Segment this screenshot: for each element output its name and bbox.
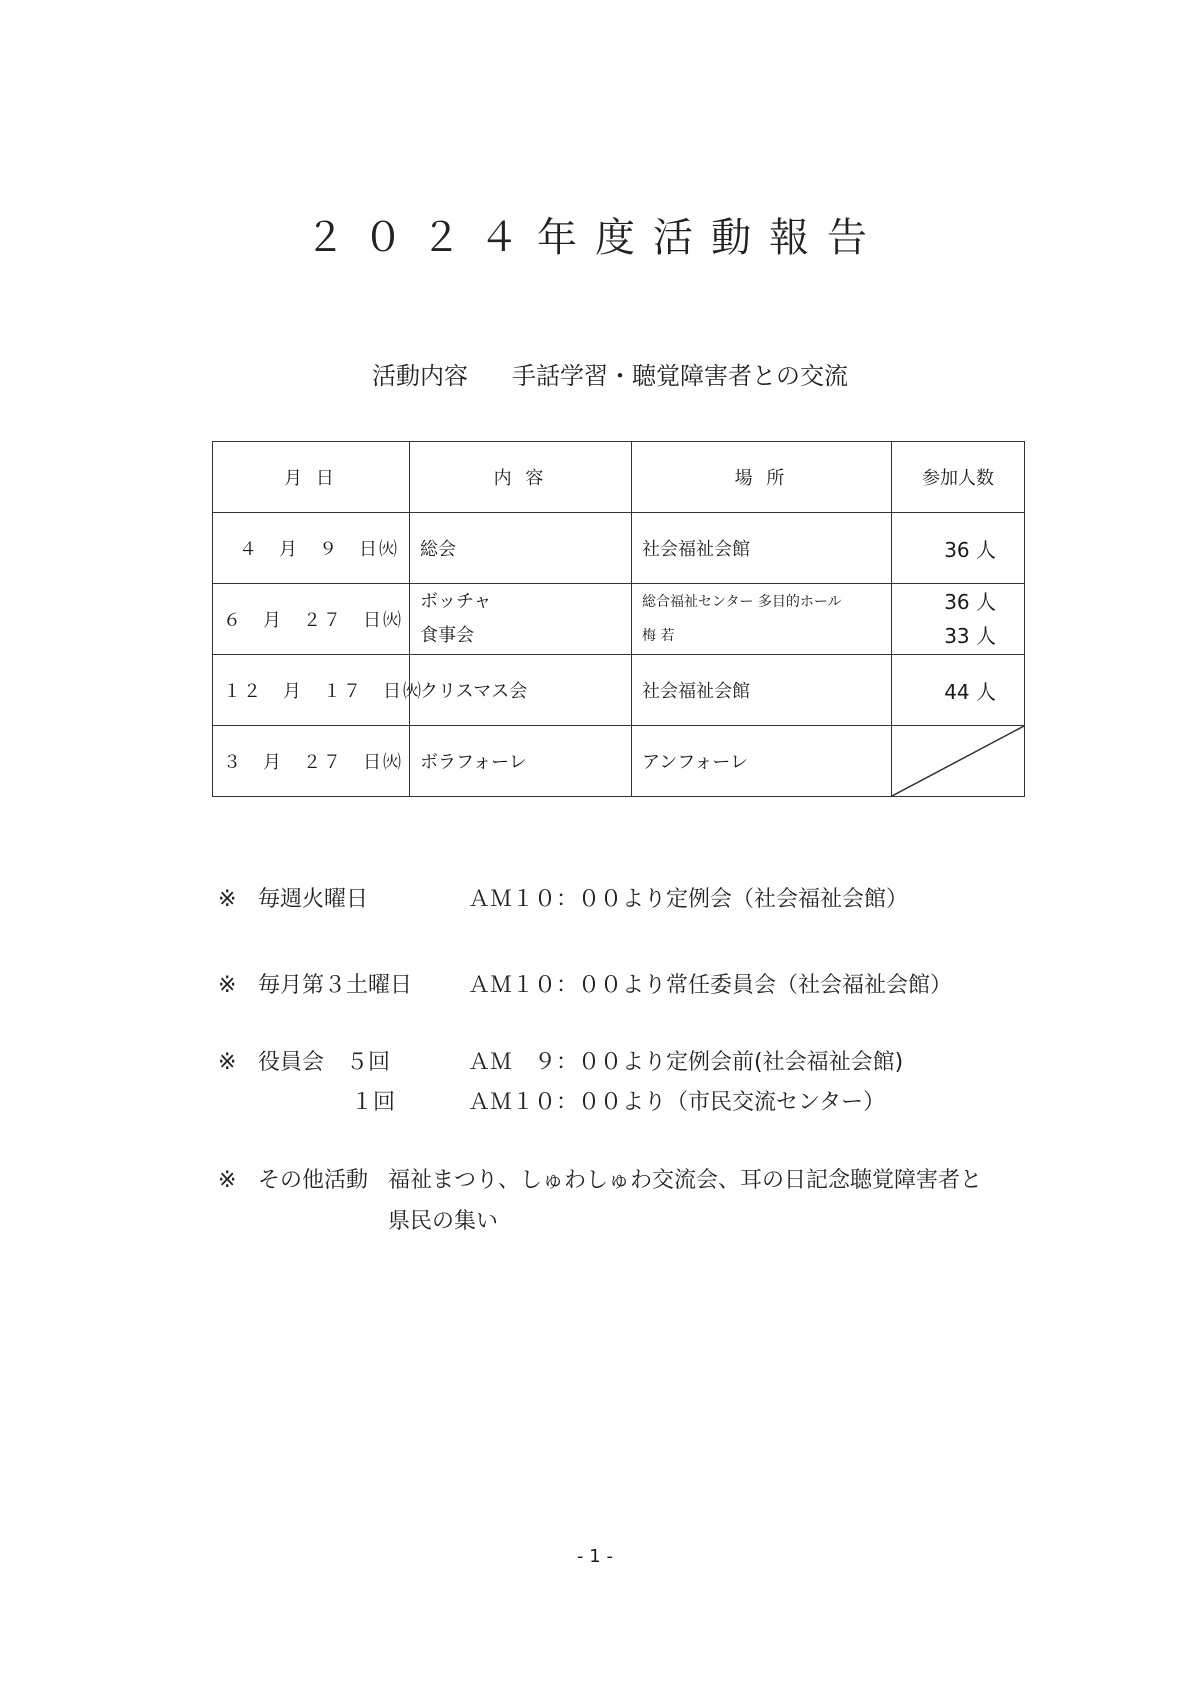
note-label: その他活動 [258,1168,369,1193]
row-count: 36 人 [892,513,1025,584]
table-row [213,513,1025,584]
row-date: ６ 月 ２７ 日㈫ [213,584,410,655]
row-place [632,584,892,655]
table-row [213,655,1025,726]
page-number: - 1 - [577,1546,613,1567]
activity-table [212,441,1025,797]
row-place: 社会福祉会館 [632,513,892,584]
note-label: １回 [351,1090,396,1115]
table-row [213,726,1025,797]
row-place: アンフォーレ [632,726,892,797]
note-label: 毎月第３土曜日 [258,973,413,998]
note-weekly [218,882,909,913]
content-line: ボッチャ [420,591,492,612]
note-other [218,1163,983,1194]
note-board-extra [218,1085,886,1116]
row-count [892,584,1025,655]
row-count: 44 人 [892,655,1025,726]
row-date: ３ 月 ２７ 日㈫ [213,726,410,797]
note-value: ＡＭ１０：００より定例会（社会福祉会館） [468,887,909,912]
note-value: ＡＭ１０：００より常任委員会（社会福祉会館） [468,973,953,998]
row-date: １２ 月 １７ 日㈫ [213,655,410,726]
subtitle-label: 活動内容 [372,362,468,390]
note-mark: ※ [218,973,237,998]
note-value: ＡＭ１０：００より（市民交流センター） [468,1090,886,1115]
note-board [218,1045,904,1076]
subtitle-value: 手話学習・聴覚障害者との交流 [512,362,848,390]
place-line: 梅 若 [642,628,675,644]
table-row [213,584,1025,655]
empty-count-cell [892,726,1025,797]
note-mark: ※ [218,887,237,912]
note-label: 役員会 ５回 [258,1050,391,1075]
row-place: 社会福祉会館 [632,655,892,726]
page-title: ２０２４年度活動報告 [305,215,885,261]
diagonal-slash [892,726,1024,796]
activity-subtitle [372,356,848,391]
row-content: 総会 [410,513,632,584]
note-mark: ※ [218,1168,237,1193]
note-value: 福祉まつり、しゅわしゅわ交流会、耳の日記念聴覚障害者と [388,1168,983,1193]
row-content: クリスマス会 [410,655,632,726]
note-monthly [218,968,953,999]
place-line: 総合福祉センター 多目的ホール [642,594,842,610]
note-label: 毎週火曜日 [258,887,369,912]
row-content [410,584,632,655]
header-date: 月 日 [213,442,410,513]
header-place: 場 所 [632,442,892,513]
row-content: ボラフォーレ [410,726,632,797]
count-line: 36 人 [944,590,996,614]
note-mark: ※ [218,1050,237,1075]
table-header-row [213,442,1025,513]
note-value: ＡＭ ９：００より定例会前(社会福祉会館) [468,1050,904,1075]
header-count: 参加人数 [892,442,1025,513]
row-date: ４ 月 ９ 日㈫ [213,513,410,584]
count-line: 33 人 [944,624,996,648]
header-content: 内 容 [410,442,632,513]
content-line: 食事会 [420,625,474,646]
note-other-cont: 県民の集い [388,1209,499,1234]
